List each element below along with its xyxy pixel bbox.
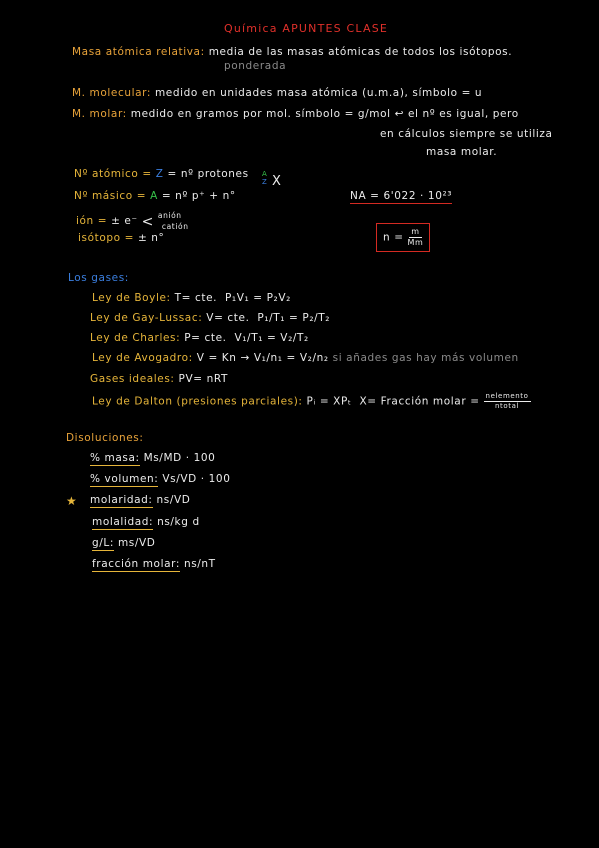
nuclide-atomic-number: Z xyxy=(262,178,268,186)
numero-atomico-symbol: Z xyxy=(155,168,164,180)
avogadro-law-line xyxy=(92,352,519,364)
gay-lussac-eq: P₁/T₁ = P₂/T₂ xyxy=(257,312,331,324)
porcentaje-masa-label: % masa: xyxy=(90,452,140,464)
molalidad-label: molalidad: xyxy=(92,516,154,528)
dalton-label: Ley de Dalton (presiones parciales): xyxy=(92,395,303,408)
avogadro-law-cond: V = Kn → xyxy=(196,352,250,364)
moles-formula-box xyxy=(376,223,430,252)
avogadro-number: NA = 6'022 · 10²³ xyxy=(350,190,453,202)
dalton-eq: Pᵢ = XPₜ xyxy=(306,395,352,408)
fraccion-molar-line xyxy=(92,558,216,570)
gramos-litro-label: g/L: xyxy=(92,537,114,549)
fraccion-molar-label: fracción molar: xyxy=(92,558,181,570)
boyle-cond: T= cte. xyxy=(174,292,218,304)
moles-formula-fraction xyxy=(408,227,424,248)
porcentaje-volumen-eq: Vs/VD · 100 xyxy=(162,473,231,485)
charles-eq: V₁/T₁ = V₂/T₂ xyxy=(234,332,309,344)
masa-atomica-label: Masa atómica relativa: xyxy=(72,46,205,58)
avogadro-law-eq: V₁/n₁ = V₂/n₂ xyxy=(253,352,329,364)
m-molar-label: M. molar: xyxy=(72,108,127,120)
porcentaje-masa-line xyxy=(90,452,215,464)
isotopo-line xyxy=(78,232,164,244)
gay-lussac-cond: V= cte. xyxy=(206,312,250,324)
m-molar-text: medido en gramos por mol. símbolo = g/mol ↩ el nº es igual, pero xyxy=(130,108,519,120)
ion-label: ión = xyxy=(76,215,108,227)
dalton-line xyxy=(92,392,531,411)
numero-masico-symbol: A xyxy=(150,190,158,202)
masa-atomica-line xyxy=(72,46,512,58)
page-title: Química APUNTES CLASE xyxy=(224,22,389,35)
numero-masico-label: Nº másico = xyxy=(74,190,147,202)
gramos-litro-eq: ms/VD xyxy=(117,537,156,549)
dalton-x: X= Fracción molar = xyxy=(359,395,480,408)
m-molecular-label: M. molecular: xyxy=(72,87,152,99)
dalton-den: ntotal xyxy=(495,402,520,410)
dalton-num: nelemento xyxy=(485,392,529,400)
numero-masico-text: = nº p⁺ + n° xyxy=(161,190,236,202)
ion-branch: < xyxy=(141,214,154,230)
nuclide-symbol: X xyxy=(272,174,282,189)
gramos-litro-line xyxy=(92,537,155,549)
boyle-eq: P₁V₁ = P₂V₂ xyxy=(224,292,291,304)
masa-atomica-note: ponderada xyxy=(224,60,287,72)
star-icon: ★ xyxy=(66,494,78,508)
moles-formula-den: Mm xyxy=(407,238,424,247)
molaridad-line xyxy=(90,494,190,506)
m-molar-cont2: masa molar. xyxy=(426,146,498,158)
molaridad-eq: ns/VD xyxy=(156,494,191,506)
nuclide-notation xyxy=(262,170,267,186)
ion-cation: catión xyxy=(161,222,189,231)
gay-lussac-line xyxy=(90,312,330,324)
porcentaje-masa-eq: Ms/MD · 100 xyxy=(143,452,216,464)
m-molecular-line xyxy=(72,87,482,99)
dalton-fraction xyxy=(484,392,531,411)
molalidad-line xyxy=(92,516,200,528)
m-molar-cont1: en cálculos siempre se utiliza xyxy=(380,128,553,140)
ion-types xyxy=(158,210,189,232)
charles-label: Ley de Charles: xyxy=(90,332,181,344)
ion-line xyxy=(76,210,189,232)
charles-cond: P= cte. xyxy=(184,332,227,344)
masa-atomica-text: media de las masas atómicas de todos los isótopos. xyxy=(208,46,513,58)
fraccion-molar-eq: ns/nT xyxy=(183,558,216,570)
ion-text: ± e⁻ xyxy=(111,215,138,227)
m-molecular-text: medido en unidades masa atómica (u.m.a), símbolo = u xyxy=(154,87,483,99)
numero-atomico-text: = nº protones xyxy=(167,168,249,180)
isotopo-text: ± n° xyxy=(137,232,165,244)
gases-ideales-line xyxy=(90,373,228,385)
avogadro-law-note: si añades gas hay más volumen xyxy=(332,352,519,364)
charles-line xyxy=(90,332,309,344)
molalidad-eq: ns/kg d xyxy=(157,516,200,528)
avogadro-law-label: Ley de Avogadro: xyxy=(92,352,193,364)
ion-anion: anión xyxy=(157,211,182,220)
moles-formula-num: m xyxy=(411,227,420,236)
m-molar-line xyxy=(72,108,519,120)
porcentaje-volumen-label: % volumen: xyxy=(90,473,159,485)
boyle-line xyxy=(92,292,291,304)
gases-heading: Los gases: xyxy=(68,272,129,284)
disoluciones-heading: Disoluciones: xyxy=(66,432,144,444)
gases-ideales-eq: PV= nRT xyxy=(178,373,228,385)
numero-atomico-label: Nº atómico = xyxy=(74,168,152,180)
numero-atomico-line xyxy=(74,168,249,180)
gay-lussac-label: Ley de Gay-Lussac: xyxy=(90,312,203,324)
isotopo-label: isótopo = xyxy=(78,232,134,244)
gases-ideales-label: Gases ideales: xyxy=(90,373,175,385)
boyle-label: Ley de Boyle: xyxy=(92,292,171,304)
nuclide-mass-number: A xyxy=(262,170,268,178)
molaridad-label: molaridad: xyxy=(90,494,153,506)
porcentaje-volumen-line xyxy=(90,473,230,485)
numero-masico-line xyxy=(74,190,236,202)
moles-formula-lhs: n = xyxy=(383,231,404,244)
